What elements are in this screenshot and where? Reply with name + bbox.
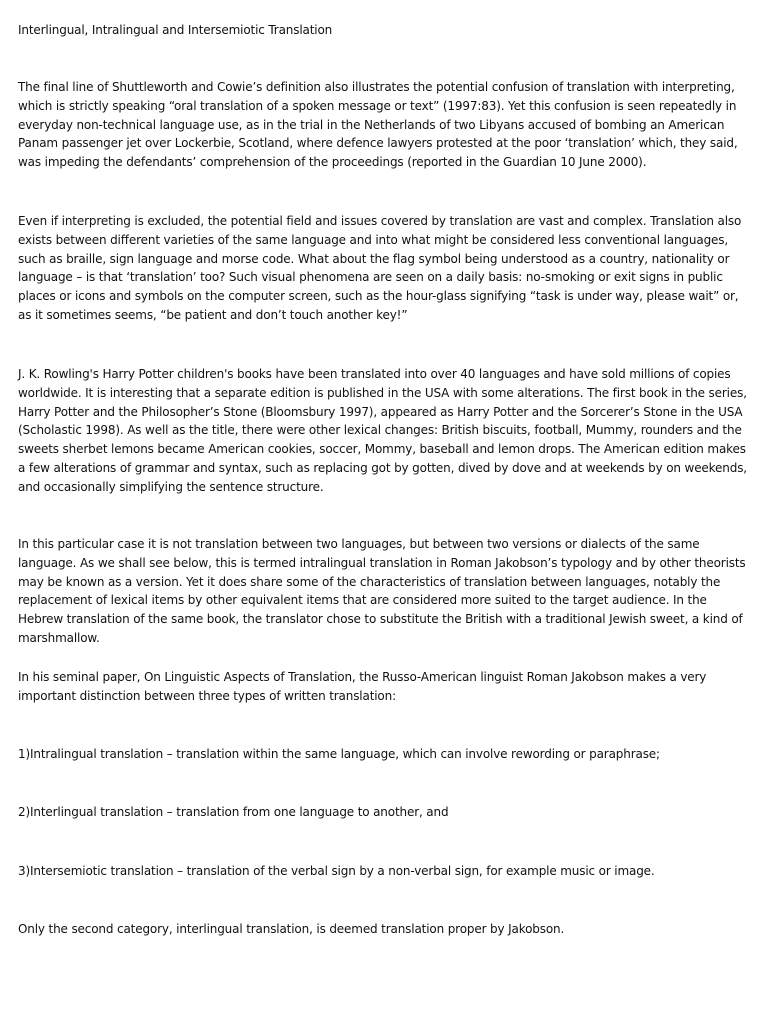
paragraph-conclusion: Only the second category, interlingual translation, is deemed translation proper by Jakobson. <box>18 922 565 936</box>
list-item-intersemiotic: 3)Intersemiotic translation – translation of the verbal sign by a non-verbal sign, for example music or image. <box>18 864 655 878</box>
paragraph-intralingual-case: In this particular case it is not translation between two languages, but between two versions or dialects of the same language. As we shall see below, this is termed intralingual translation in Roman Jakobson’s typology and by other theorists may be known as a version. Yet it does share some of the characteristics of translation between languages, notably the replacement of lexical items by other equivalent items that are considered more suited to the target audience. In the Hebrew translation of the same book, the translator chose to substitute the British with a traditional Jewish sweet, a kind of marshmallow. <box>18 537 746 645</box>
paragraph-translation-vs-interpreting: The final line of Shuttleworth and Cowie’s definition also illustrates the potential confusion of translation with interpreting, which is strictly speaking “oral translation of a spoken message or text” (1997:83). Yet this confusion is seen repeatedly in everyday non-technical language use, as in the trial in the Netherlands of two Libyans accused of bombing an American Panam passenger jet over Lockerbie, Scotland, where defence lawyers protested at the poor ‘translation’ which, they said, was impeding the defendants’ comprehension of the proceedings (reported in the Guardian 10 June 2000). <box>18 80 738 170</box>
paragraph-harry-potter-example: J. K. Rowling's Harry Potter children's books have been translated into over 40 languages and have sold millions of copies worldwide. It is interesting that a separate edition is published in the USA with some alterations. The first book in the series, Harry Potter and the Philosopher’s Stone (Bloomsbury 1997), appeared as Harry Potter and the Sorcerer’s Stone in the USA (Scholastic 1998). As well as the title, there were other lexical changes: British biscuits, football, Mummy, rounders and the sweets sherbet lemons became American cookies, soccer, Mommy, baseball and lemon drops. The American edition makes a few alterations of grammar and syntax, such as replacing got by gotten, dived by dove and at weekends by on weekends, and occasionally simplifying the sentence structure. <box>18 367 747 494</box>
list-item-intralingual: 1)Intralingual translation – translation within the same language, which can involve rewording or paraphrase; <box>18 747 660 761</box>
list-item-interlingual: 2)Interlingual translation – translation from one language to another, and <box>18 805 449 819</box>
document-title: Interlingual, Intralingual and Intersemiotic Translation <box>18 23 333 37</box>
paragraph-jakobson-intro: In his seminal paper, On Linguistic Aspects of Translation, the Russo-American linguist Roman Jakobson makes a very important distinction between three types of written translation: <box>18 670 707 703</box>
paragraph-scope-of-translation: Even if interpreting is excluded, the potential field and issues covered by translation are vast and complex. Translation also exists between different varieties of the same language and into what might be considered less conventional languages, such as braille, sign language and morse code. What about the flag symbol being understood as a country, nationality or language – is that ‘translation’ too? Such visual phenomena are seen on a daily basis: no-smoking or exit signs in public places or icons and symbols on the computer screen, such as the hour-glass signifying “task is under way, please wait” or, as it sometimes seems, “be patient and don’t touch another key!” <box>18 214 742 322</box>
